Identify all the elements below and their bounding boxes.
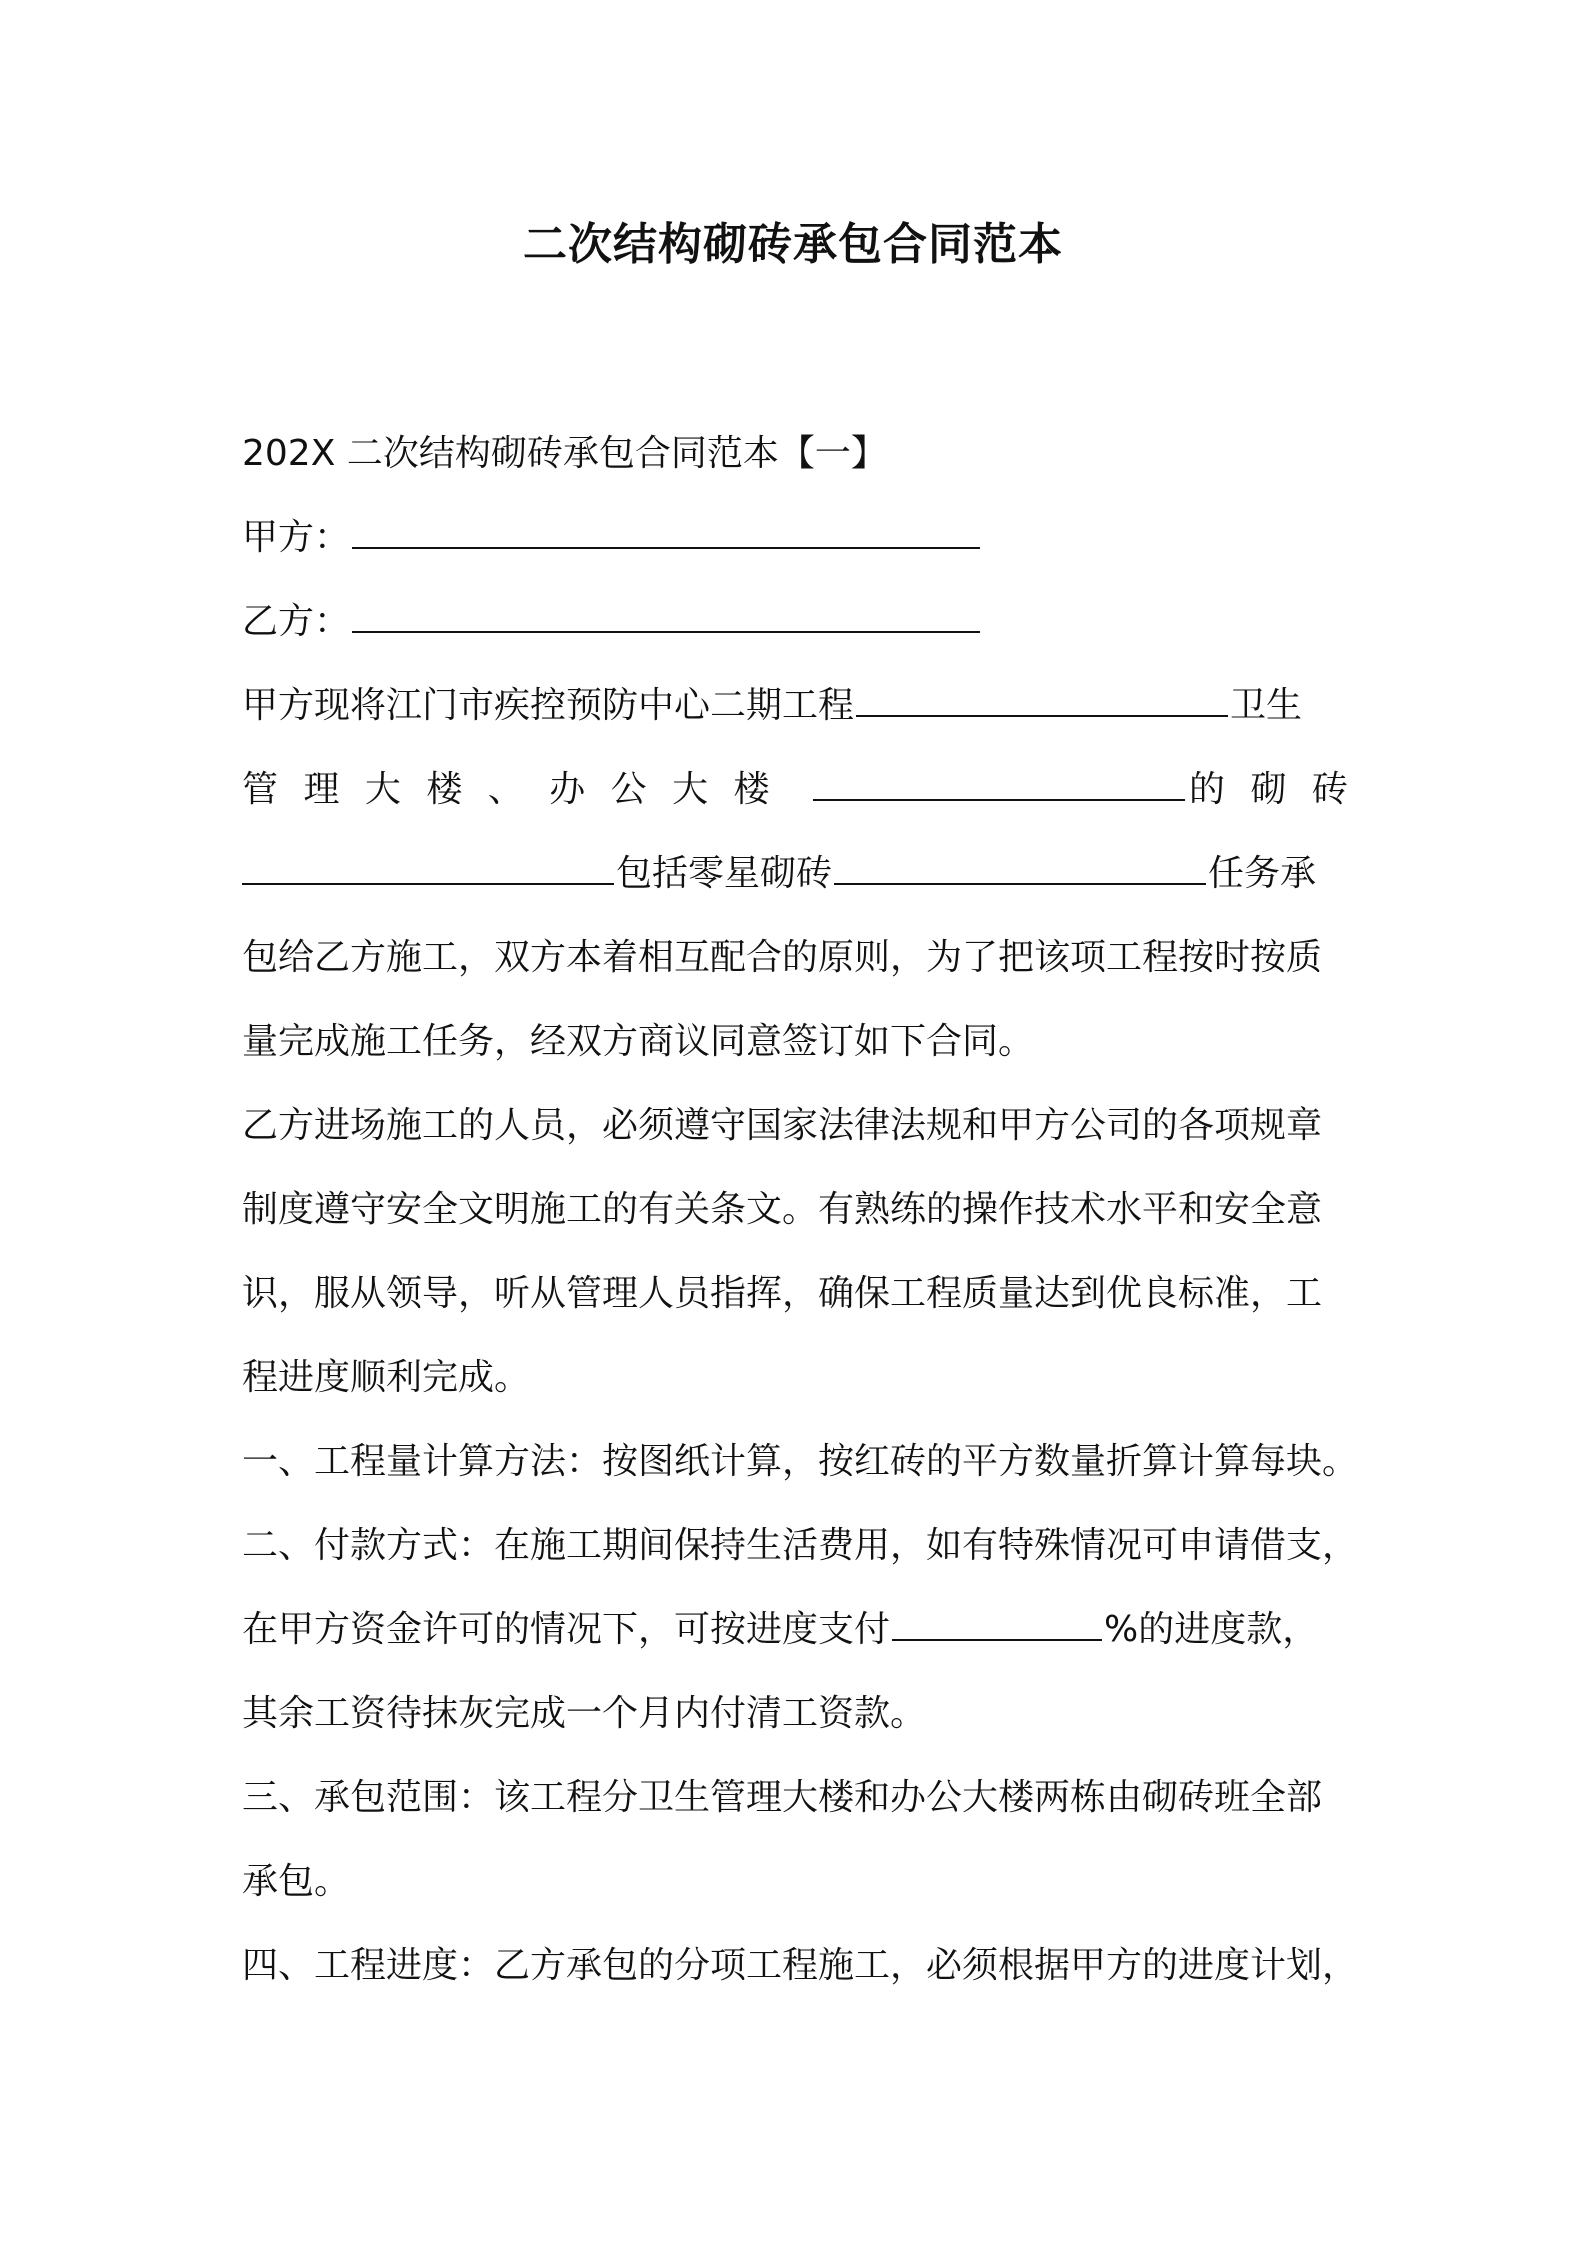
paragraph-line (242, 748, 1352, 832)
party-b-blank (352, 601, 980, 633)
fill-blank (834, 853, 1206, 885)
text-segment: 包括零星砌砖 (616, 853, 833, 894)
text-segment: 卫生 (1230, 685, 1303, 726)
fill-blank (856, 685, 1228, 717)
paragraph-line (242, 664, 1352, 748)
section-heading: 202X 二次结构砌砖承包合同范本【一】 (242, 433, 887, 474)
clause-4-line: 四、工程进度：乙方承包的分项工程施工，必须根据甲方的进度计划， (242, 1945, 1359, 1986)
paragraph-line: 乙方进场施工的人员，必须遵守国家法律法规和甲方公司的各项规章 (242, 1105, 1323, 1146)
fill-blank (242, 853, 614, 885)
text-segment: 在甲方资金许可的情况下，可按进度支付 (242, 1609, 891, 1650)
clause-2-line: 其余工资待抹灰完成一个月内付清工资款。 (242, 1693, 927, 1734)
clause-2-line (242, 1588, 1352, 1672)
paragraph-line: 识，服从领导，听从管理人员指挥，确保工程质量达到优良标准，工 (242, 1273, 1323, 1314)
text-segment: 的 砌 砖 (1189, 769, 1348, 810)
clause-1: 一、工程量计算方法：按图纸计算，按红砖的平方数量折算计算每块。 (242, 1441, 1359, 1482)
paragraph-line (242, 832, 1352, 916)
document-body (242, 412, 1359, 2008)
clause-3-line: 承包。 (242, 1861, 351, 1902)
clause-3-line: 三、承包范围：该工程分卫生管理大楼和办公大楼两栋由砌砖班全部 (242, 1777, 1323, 1818)
text-segment: 任务承 (1208, 853, 1317, 894)
paragraph-line: 包给乙方施工，双方本着相互配合的原则，为了把该项工程按时按质 (242, 937, 1323, 978)
text-segment: %的进度款， (1104, 1609, 1319, 1650)
percent-blank (892, 1609, 1102, 1641)
text-segment: 管 理 大 楼 、 办 公 大 楼 (242, 769, 770, 810)
party-b-label: 乙方： (242, 601, 351, 642)
text-segment: 甲方现将江门市疾控预防中心二期工程 (242, 685, 855, 726)
paragraph-line: 程进度顺利完成。 (242, 1357, 531, 1398)
paragraph-line: 量完成施工任务，经双方商议同意签订如下合同。 (242, 1021, 1035, 1062)
party-a-line (242, 496, 1352, 580)
paragraph-line: 制度遵守安全文明施工的有关条文。有熟练的操作技术水平和安全意 (242, 1189, 1323, 1230)
party-a-label: 甲方： (242, 517, 351, 558)
document-title: 二次结构砌砖承包合同范本 (523, 219, 1063, 270)
party-b-line (242, 580, 1352, 664)
party-a-blank (352, 517, 980, 549)
fill-blank (813, 769, 1185, 801)
clause-2-line: 二、付款方式：在施工期间保持生活费用，如有特殊情况可申请借支， (242, 1525, 1359, 1566)
